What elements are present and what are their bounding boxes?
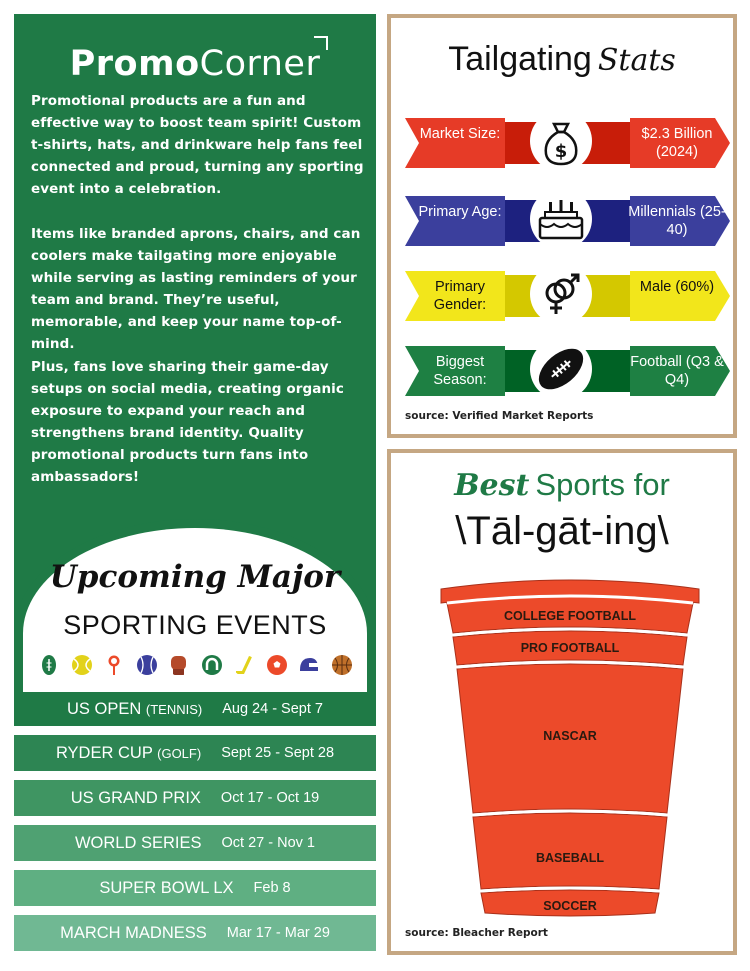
event-dates: Feb 8 xyxy=(253,880,291,896)
football-icon xyxy=(530,338,592,400)
event-row xyxy=(14,825,376,861)
promo-paragraph: Items like branded aprons, chairs, and can coolers make tailgating more enjoyable while serving as lasting reminders of your team and brand. They’re useful, memorable, and keep your name top-of-mind. xyxy=(31,226,361,352)
cup-layer-label: PRO FOOTBALL xyxy=(520,641,620,655)
cup-layer-label: COLLEGE FOOTBALL xyxy=(504,609,636,623)
stat-label: Primary Gender: xyxy=(433,279,487,313)
event-qualifier: (GOLF) xyxy=(157,745,202,761)
sports-title-script: Best xyxy=(454,468,530,503)
stats-source: source: Verified Market Reports xyxy=(405,410,594,422)
stat-label: Primary Age: xyxy=(418,204,502,220)
event-name: SUPER BOWL LX xyxy=(99,878,234,897)
soccer-ball-icon xyxy=(266,654,288,676)
sports-source: source: Bleacher Report xyxy=(405,927,548,939)
boxing-glove-icon xyxy=(168,654,190,676)
party-cup-graphic xyxy=(439,577,701,917)
event-row xyxy=(14,735,376,771)
events-subtitle: SPORTING EVENTS xyxy=(63,610,327,640)
stat-row-primary-age xyxy=(405,196,730,246)
event-dates: Mar 17 - Mar 29 xyxy=(226,925,330,941)
promo-paragraph: Plus, fans love sharing their game-day setups on social media, creating organic exposure to expand your reach and strengthens brand identity. Quality promotional products turn fans into ambassadors! xyxy=(31,359,344,485)
stats-title-main: Tailgating xyxy=(448,40,592,78)
events-script-title: Upcoming Major xyxy=(49,559,341,595)
event-name: RYDER CUP xyxy=(55,743,153,762)
sports-title xyxy=(391,467,733,503)
best-sports-panel xyxy=(387,449,737,955)
event-name: US OPEN xyxy=(67,699,142,718)
promo-corner-panel xyxy=(14,14,376,726)
cup-layer-label: SOCCER xyxy=(543,899,597,913)
stats-title xyxy=(391,40,733,79)
event-qualifier: (TENNIS) xyxy=(145,701,203,717)
event-name: MARCH MADNESS xyxy=(60,923,207,942)
stat-value: Male (60%) xyxy=(639,279,715,295)
stat-row-biggest-season xyxy=(405,346,730,396)
promo-corner-title xyxy=(14,44,376,84)
hockey-stick-icon xyxy=(233,654,255,676)
promo-title-bold: Promo xyxy=(69,44,200,84)
stat-value: $2.3 Billion (2024) xyxy=(641,126,713,160)
money-bag-icon xyxy=(530,110,592,172)
stat-value: Millennials (25-40) xyxy=(628,204,726,238)
stat-label: Biggest Season: xyxy=(433,354,487,388)
cup-shape xyxy=(439,577,701,917)
corner-bracket-icon xyxy=(314,36,328,50)
event-dates: Oct 17 - Oct 19 xyxy=(220,790,320,806)
tailgating-stats-panel xyxy=(387,14,737,438)
sports-title-phonetic: \Tāl-gāt-ing\ xyxy=(455,509,669,553)
stat-row-primary-gender xyxy=(405,271,730,321)
gender-symbol-icon xyxy=(530,263,592,325)
cup-layer-label: NASCAR xyxy=(543,729,597,743)
stat-label: Market Size: xyxy=(419,126,501,142)
svg-text:$: $ xyxy=(554,141,568,162)
event-dates: Oct 27 - Nov 1 xyxy=(221,835,315,851)
baseball-icon xyxy=(136,654,158,676)
event-name: WORLD SERIES xyxy=(74,833,202,852)
cup-layer-label: BASEBALL xyxy=(535,851,605,865)
birthday-cake-icon xyxy=(530,188,592,250)
football-icon xyxy=(38,654,60,676)
sport-icon-row xyxy=(38,654,353,678)
sports-title-rest: Sports for xyxy=(535,467,670,502)
promo-title-light: Corner xyxy=(199,44,321,84)
racing-helmet-icon xyxy=(298,654,320,676)
event-row xyxy=(14,780,376,816)
horseshoe-icon xyxy=(201,654,223,676)
golf-icon xyxy=(103,654,125,676)
event-name: US GRAND PRIX xyxy=(70,788,201,807)
event-dates: Aug 24 - Sept 7 xyxy=(222,701,323,717)
stat-value: Football (Q3 & Q4) xyxy=(630,354,724,388)
tennis-ball-icon xyxy=(71,654,93,676)
basketball-icon xyxy=(331,654,353,676)
event-row xyxy=(14,915,376,951)
promo-paragraph: Promotional products are a fun and effective way to boost team spirit! Custom t-shirts, hats, and drinkware help fans feel connected and proud, turning any sporting event into a celebration. xyxy=(31,93,364,197)
stats-title-script: Stats xyxy=(597,43,676,78)
event-row xyxy=(14,692,376,726)
stat-row-market-size xyxy=(405,118,730,168)
event-row xyxy=(14,870,376,906)
event-dates: Sept 25 - Sept 28 xyxy=(221,745,335,761)
